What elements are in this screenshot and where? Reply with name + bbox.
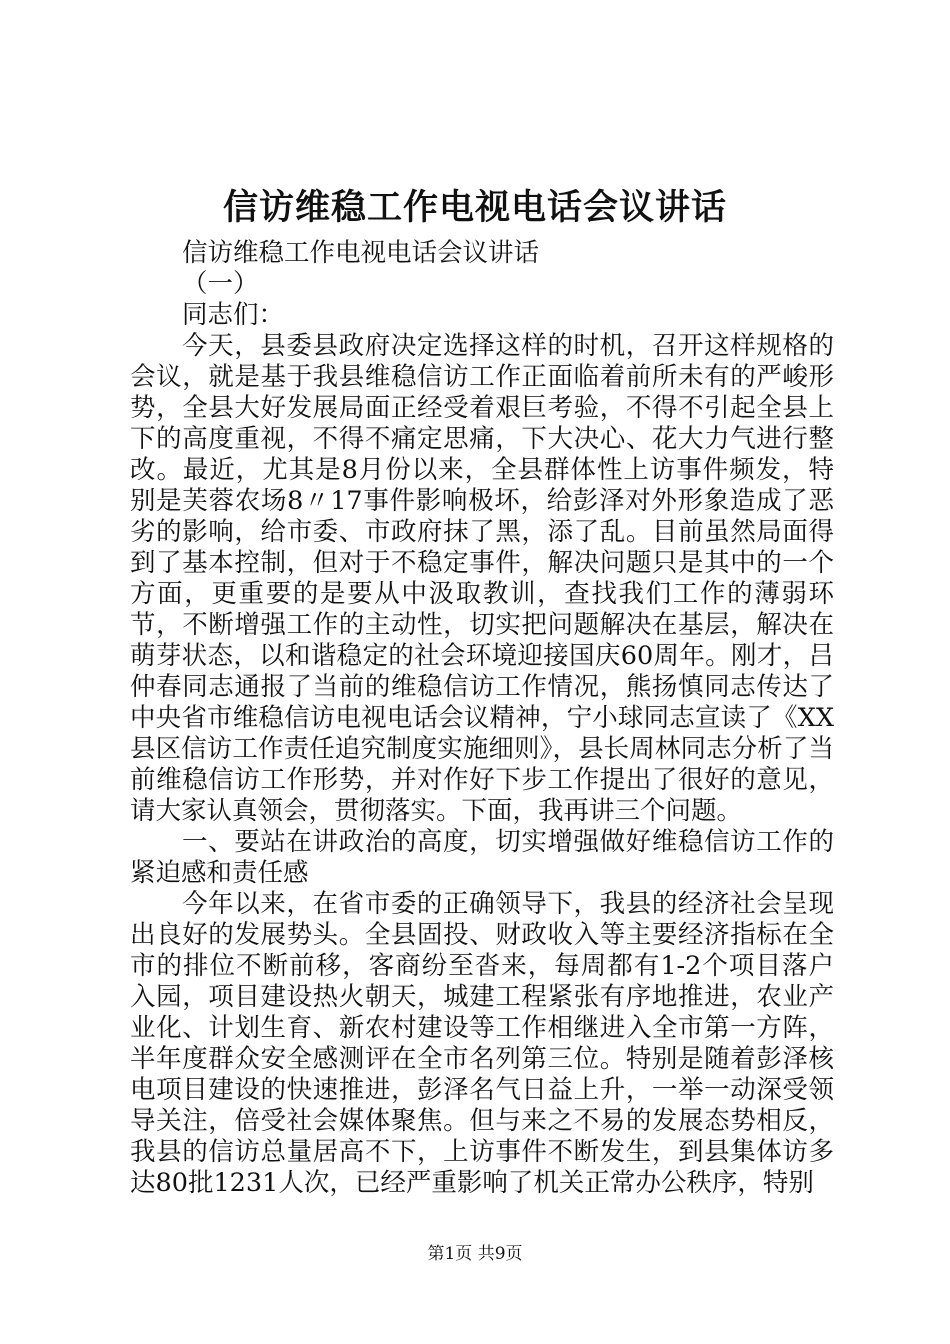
document-title: 信访维稳工作电视电话会议讲话 <box>222 187 727 228</box>
body-paragraph: 今天，县委县政府决定选择这样的时机，召开这样规格的会议，就是基于我县维稳信访工作正面临着前所未有的严峻形势，全县大好发展局面正经受着艰巨考验，不得不引起全县上下的高度重视，不得不痛定思痛，下大决心、花大力气进行整改。最近，尤其是8月份以来，全县群体性上访事件频发，特别是芙蓉农场8〃17事件影响极坏，给彭泽对外形象造成了恶劣的影响，给市委、市政府抹了黑，添了乱。目前虽然局面得到了基本控制，但对于不稳定事件，解决问题只是其中的一个方面，更重要的是要从中汲取教训，查找我们工作的薄弱环节，不断增强工作的主动性，切实把问题解决在基层，解决在萌芽状态，以和谐稳定的社会环境迎接国庆60周年。刚才，吕仲春同志通报了当前的维稳信访工作情况，熊扬慎同志传达了中央省市维稳信访电视电话会议精神，宁小球同志宣读了《XX县区信访工作责任追究制度实施细则》，县长周林同志分析了当前维稳信访工作形势，并对作好下步工作提出了很好的意见，请大家认真领会，贯彻落实。下面，我再讲三个问题。 <box>130 331 834 826</box>
document-body <box>130 238 834 1199</box>
body-paragraph: 今年以来，在省市委的正确领导下，我县的经济社会呈现出良好的发展势头。全县固投、财政收入等主要经济指标在全市的排位不断前移，客商纷至沓来，每周都有1-2个项目落户入园，项目建设热火朝天，城建工程紧张有序地推进，农业产业化、计划生育、新农村建设等工作相继进入全市第一方阵，半年度群众安全感测评在全市名列第三位。特别是随着彭泽核电项目建设的快速推进，彭泽名气日益上升，一举一动深受领导关注，倍受社会媒体聚焦。但与来之不易的发展态势相反，我县的信访总量居高不下，上访事件不断发生，到县集体访多达80批1231人次，已经严重影响了机关正常办公秩序，特别 <box>130 889 834 1198</box>
salutation: 同志们： <box>182 300 285 330</box>
body-subtitle: 信访维稳工作电视电话会议讲话 <box>182 238 540 268</box>
section-number: （一） <box>182 269 259 299</box>
page-number-footer: 第1页 共9页 <box>427 1244 523 1264</box>
section-heading: 一、要站在讲政治的高度，切实增强做好维稳信访工作的紧迫感和责任感 <box>130 827 834 888</box>
